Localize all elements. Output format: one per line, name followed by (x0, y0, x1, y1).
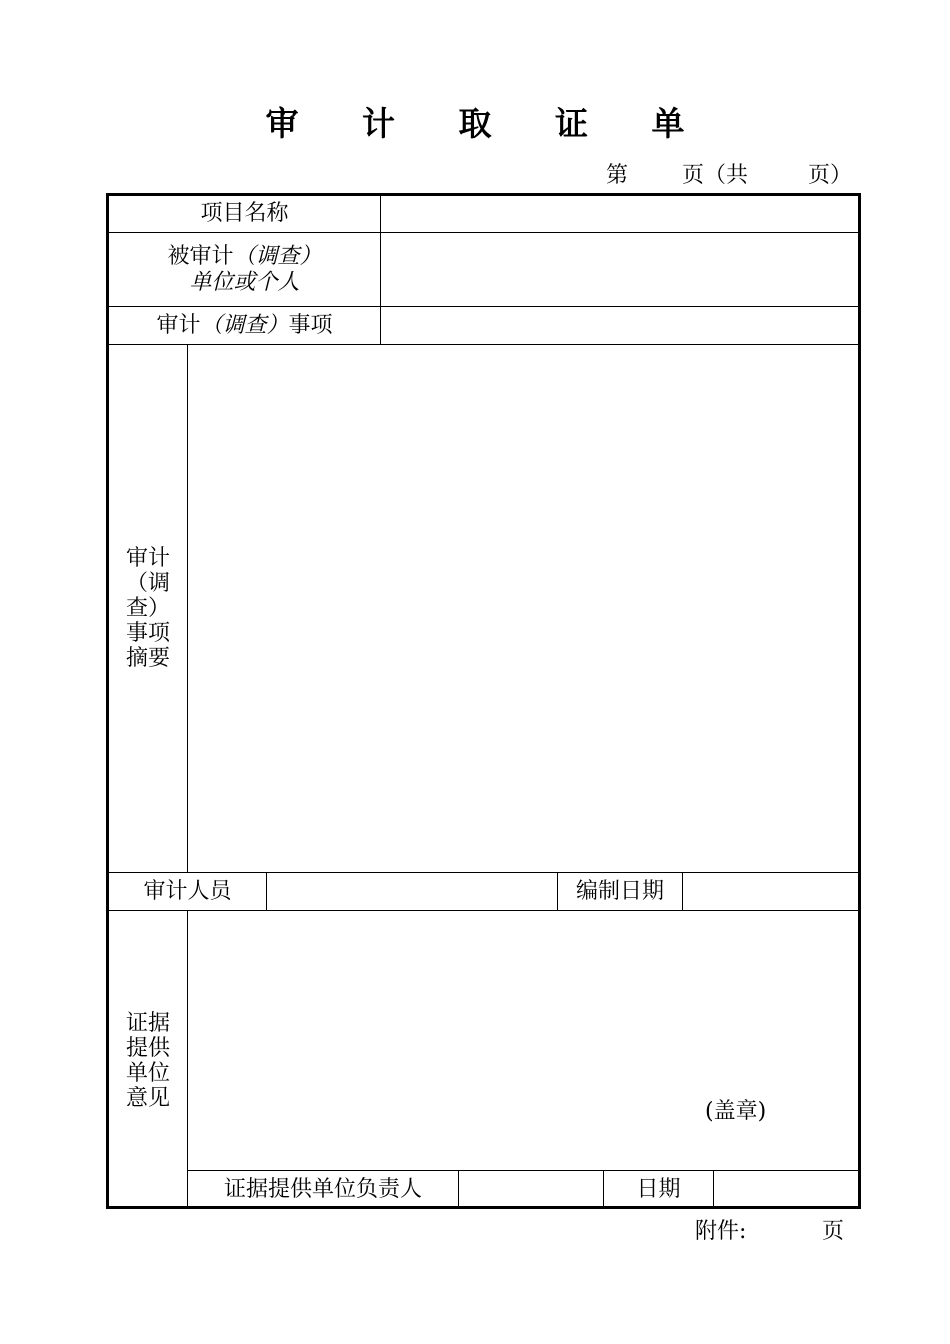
date-label: 日期 (636, 1177, 681, 1202)
page-title: 审 计 取 证 单 (265, 104, 711, 143)
auditor-field[interactable] (267, 873, 557, 910)
audit-matter-field[interactable] (381, 307, 861, 344)
provider-opinion-label: 证据 提供 单位 意见 (125, 1011, 170, 1111)
compile-date-field[interactable] (683, 873, 861, 910)
summary-label: 审计 （调 查） 事项 摘要 (125, 546, 170, 671)
provider-opinion-field[interactable] (188, 911, 861, 1170)
summary-field[interactable] (188, 345, 861, 872)
page-number-prefix: 第 (606, 163, 629, 188)
audited-unit-line1: 被审计（调查） (167, 243, 322, 269)
attachment-label: 附件: (695, 1219, 747, 1244)
compile-date-label: 编制日期 (575, 878, 664, 904)
audited-unit-field[interactable] (381, 233, 861, 306)
seal-label: (盖章) (705, 1099, 767, 1124)
date-field[interactable] (714, 1171, 861, 1209)
evidence-form-table (106, 193, 861, 1209)
page-total-label: 页（共 (682, 163, 749, 188)
project-name-label: 项目名称 (200, 201, 289, 226)
audited-unit-label (109, 233, 380, 306)
attachment-page-label: 页 (822, 1219, 845, 1244)
audit-matter-label: 审计 （调查） 事项 (156, 312, 333, 338)
provider-head-label: 证据提供单位负责人 (223, 1177, 422, 1202)
audited-unit-line2: 单位或个人 (189, 269, 300, 295)
project-name-field[interactable] (381, 196, 861, 232)
page-suffix: 页） (808, 163, 853, 188)
auditor-label: 审计人员 (143, 878, 232, 904)
provider-head-field[interactable] (459, 1171, 603, 1209)
